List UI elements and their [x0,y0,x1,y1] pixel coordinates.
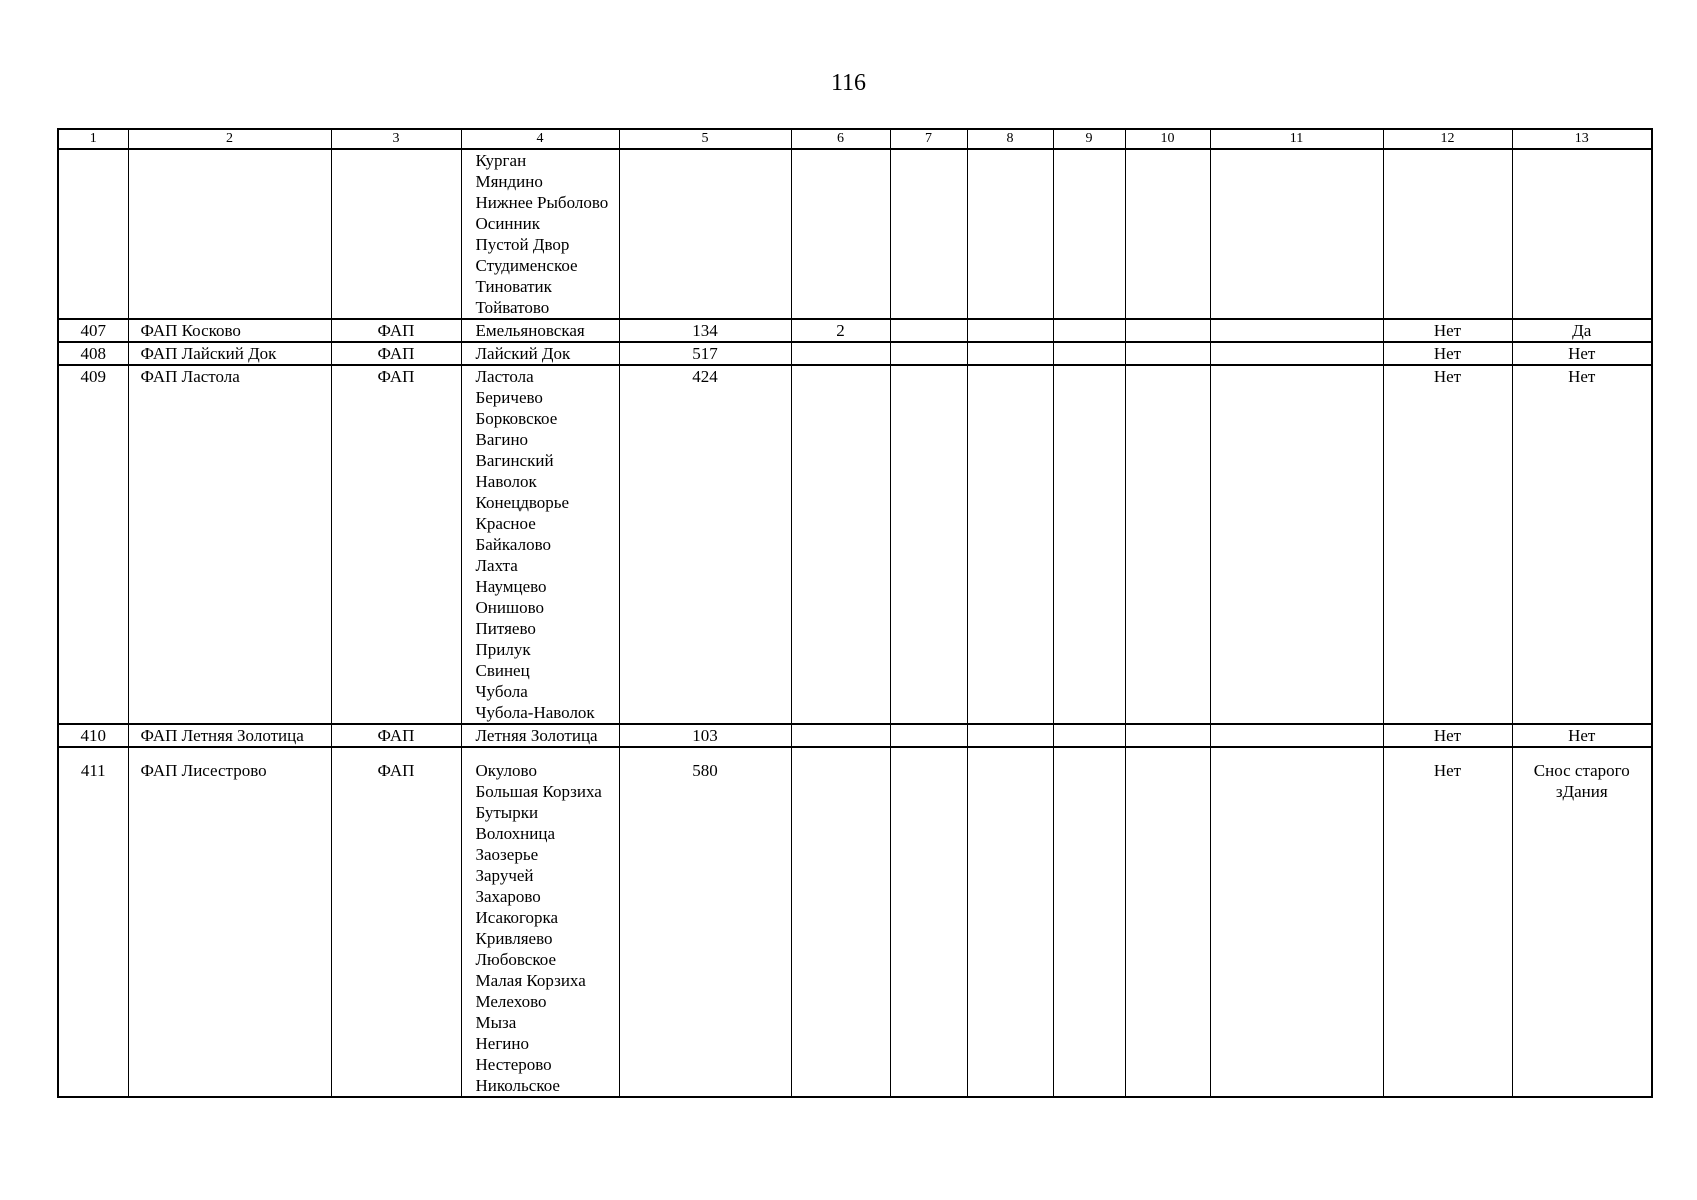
empty-cell [1210,319,1383,342]
table-body [58,149,1652,1097]
village-name: Емельяновская [475,321,585,340]
column-6-value [791,149,890,319]
column-header: 4 [461,129,619,149]
village-name: Беричево [475,388,543,407]
empty-cell [967,724,1053,747]
village-name: Заозерье [475,845,539,864]
row-number: 410 [58,724,128,747]
village-name: Осинник [475,214,540,233]
column-6-value [791,747,890,1097]
village-name: Курган [475,151,527,170]
empty-cell [1210,365,1383,724]
empty-cell [1053,342,1125,365]
facility-name: ФАП Лайский Док [128,342,331,365]
column-6-value: 2 [791,319,890,342]
village-name: Летняя Золотица [475,726,598,745]
empty-cell [890,747,967,1097]
empty-cell [1053,747,1125,1097]
empty-cell [890,149,967,319]
facility-type: ФАП [331,724,461,747]
facility-type: ФАП [331,747,461,1097]
village-name: Исакогорка [475,908,559,927]
village-name: Питяево [475,619,536,638]
village-name: Тойватово [475,298,550,317]
table-row [58,342,1652,365]
table-row [58,724,1652,747]
village-name: Наволок [475,472,537,491]
column-header: 8 [967,129,1053,149]
empty-cell [1125,724,1210,747]
facility-type: ФАП [331,342,461,365]
village-list [461,342,619,365]
column-13-value: Нет [1512,365,1652,724]
village-name: Красное [475,514,536,533]
facility-type: ФАП [331,319,461,342]
column-header: 11 [1210,129,1383,149]
row-number: 408 [58,342,128,365]
empty-cell [1125,342,1210,365]
column-12-value: Нет [1383,319,1512,342]
empty-cell [967,365,1053,724]
column-13-value: Да [1512,319,1652,342]
column-header: 5 [619,129,791,149]
population [619,149,791,319]
village-name: Волохница [475,824,556,843]
column-12-value: Нет [1383,342,1512,365]
table-row [58,319,1652,342]
village-name: Лахта [475,556,518,575]
village-name: Кривляево [475,929,553,948]
empty-cell [1053,149,1125,319]
village-name: Заручей [475,866,534,885]
village-name: Никольское [475,1076,560,1095]
village-list [461,724,619,747]
empty-cell [1125,365,1210,724]
column-13-value: Снос старого зДания [1512,747,1652,1097]
empty-cell [1210,149,1383,319]
column-12-value: Нет [1383,747,1512,1097]
empty-cell [1053,319,1125,342]
facility-name: ФАП Лисестрово [128,747,331,1097]
village-name: Байкалово [475,535,551,554]
village-name: Негино [475,1034,529,1053]
table-row [58,747,1652,1097]
table-row [58,149,1652,319]
village-name: Лайский Док [475,344,571,363]
empty-cell [890,319,967,342]
village-name: Бутырки [475,803,539,822]
column-12-value: Нет [1383,365,1512,724]
empty-cell [1125,149,1210,319]
village-list [461,747,619,1097]
village-name: Тиноватик [475,277,552,296]
village-name: Большая Корзиха [475,782,602,801]
facility-name [128,149,331,319]
empty-cell [890,724,967,747]
empty-cell [1210,724,1383,747]
village-name: Мыза [475,1013,517,1032]
empty-cell [890,342,967,365]
column-12-value [1383,149,1512,319]
column-header: 1 [58,129,128,149]
row-number [58,149,128,319]
page-number: 116 [830,70,867,96]
column-header: 9 [1053,129,1125,149]
column-header: 7 [890,129,967,149]
village-list [461,365,619,724]
column-13-value [1512,149,1652,319]
table-row [58,365,1652,724]
column-6-value [791,342,890,365]
village-name: Малая Корзиха [475,971,586,990]
village-list [461,149,619,319]
column-header: 13 [1512,129,1652,149]
population: 134 [619,319,791,342]
column-6-value [791,365,890,724]
village-name: Нижнее Рыболово [475,193,609,212]
empty-cell [1125,747,1210,1097]
village-name: Окулово [475,761,537,780]
empty-cell [1053,724,1125,747]
column-number-header [58,129,1652,149]
column-header: 10 [1125,129,1210,149]
data-table [57,128,1653,1098]
empty-cell [1053,365,1125,724]
village-name: Онишово [475,598,544,617]
empty-cell [967,319,1053,342]
population: 580 [619,747,791,1097]
village-name: Мяндино [475,172,543,191]
village-name: Ластола [475,367,534,386]
village-name: Борковское [475,409,558,428]
facility-type: ФАП [331,365,461,724]
row-number: 407 [58,319,128,342]
village-name: Чубола-Наволок [475,703,595,722]
village-name: Конецдворье [475,493,570,512]
village-name: Захарово [475,887,541,906]
population: 103 [619,724,791,747]
facility-name: ФАП Косково [128,319,331,342]
village-name: Мелехово [475,992,547,1011]
empty-cell [967,747,1053,1097]
column-13-value: Нет [1512,724,1652,747]
column-6-value [791,724,890,747]
village-name: Свинец [475,661,530,680]
population: 517 [619,342,791,365]
village-name: Пустой Двор [475,235,570,254]
row-number: 409 [58,365,128,724]
facility-type [331,149,461,319]
empty-cell [1125,319,1210,342]
village-name: Вагинский [475,451,554,470]
empty-cell [967,342,1053,365]
column-12-value: Нет [1383,724,1512,747]
empty-cell [1210,342,1383,365]
village-name: Наумцево [475,577,547,596]
village-name: Чубола [475,682,528,701]
village-name: Вагино [475,430,529,449]
village-name: Студименское [475,256,578,275]
population: 424 [619,365,791,724]
empty-cell [1210,747,1383,1097]
column-header: 12 [1383,129,1512,149]
row-number: 411 [58,747,128,1097]
village-name: Нестерово [475,1055,552,1074]
facility-name: ФАП Ластола [128,365,331,724]
empty-cell [967,149,1053,319]
village-list [461,319,619,342]
facility-name: ФАП Летняя Золотица [128,724,331,747]
village-name: Прилук [475,640,531,659]
column-header: 2 [128,129,331,149]
column-header: 3 [331,129,461,149]
village-name: Любовское [475,950,557,969]
column-header: 6 [791,129,890,149]
empty-cell [890,365,967,724]
column-13-value: Нет [1512,342,1652,365]
